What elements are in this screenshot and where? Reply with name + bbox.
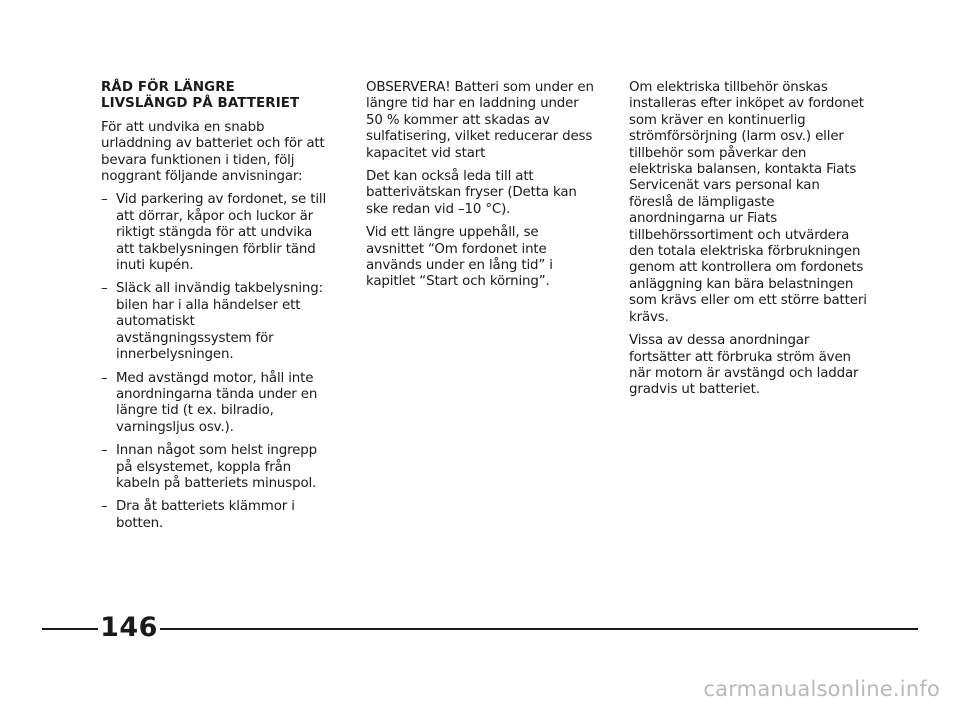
list-item xyxy=(101,281,333,363)
list-item-text: Vid parkering av fordonet, se till att dörrar, kåpor och luckor är riktigt stängda för att undvika att takbelysningen förblir tänd inuti kupén. xyxy=(116,192,327,274)
dash-bullet: – xyxy=(101,499,108,515)
column-right xyxy=(629,80,867,406)
warning-paragraph: OBSERVERA! Batteri som under en längre tid har en laddning under 50 % kommer att skadas av sulfatisering, vilket reducerar dess kapacitet vid start xyxy=(366,80,594,161)
consumption-paragraph: Vissa av dessa anordningar fortsätter att förbruka ström även när motorn är avstängd och laddar gradvis ut batteriet. xyxy=(629,333,859,398)
dash-bullet: – xyxy=(101,443,108,459)
list-item xyxy=(101,443,333,492)
list-item-text: Dra åt batteriets klämmor i botten. xyxy=(116,499,295,531)
list-item-text: Med avstängd motor, håll inte anordningarna tända under en längre tid (t ex. bilradio, varningsljus osv.). xyxy=(116,370,318,435)
reference-paragraph: Vid ett längre uppehåll, se avsnittet “Om fordonet inte används under en lång tid” i kapitlet “Start och körning”. xyxy=(366,225,553,290)
section-heading xyxy=(101,80,333,113)
list-item xyxy=(101,499,333,532)
section-heading-line-1: RÅD FÖR LÄNGRE xyxy=(101,80,235,95)
watermark-text: carmanualsonline.info xyxy=(703,677,940,701)
footer-rule-right xyxy=(160,628,918,630)
section-heading-line-2: LIVSLÄNGD PÅ BATTERIET xyxy=(101,96,300,112)
footer-rule-left xyxy=(42,628,98,630)
intro-paragraph: För att undvika en snabb urladdning av batteriet och för att bevara funktionen i tiden, följ noggrant följande anvisningar: xyxy=(101,119,325,185)
list-item-text: Släck all invändig takbelysning: bilen har i alla händelser ett automatiskt avstängningssystem för innerbelysningen. xyxy=(116,281,323,363)
list-item-text: Innan något som helst ingrepp på elsystemet, koppla från kabeln på batteriets minuspol. xyxy=(116,443,317,491)
dash-bullet: – xyxy=(101,370,108,386)
instruction-list xyxy=(101,192,333,532)
dash-bullet: – xyxy=(101,192,108,208)
column-left xyxy=(101,80,333,539)
list-item xyxy=(101,192,333,274)
list-item xyxy=(101,371,333,437)
freeze-paragraph: Det kan också leda till att batterivätskan fryser (Detta kan ske redan vid –10 °C). xyxy=(366,169,577,217)
dash-bullet: – xyxy=(101,281,108,297)
column-middle xyxy=(366,80,598,298)
page-number: 146 xyxy=(100,612,158,643)
accessories-paragraph: Om elektriska tillbehör önskas installeras efter inköpet av fordonet som kräver en kontinuerlig strömförsörjning (larm osv.) eller tillbehör som påverkar den elektriska balansen, kontakta Fiats Servicenät vars personal kan föreslå de lämpligaste anordningarna ur Fiats tillbehörssortiment och utvärdera den totala elektriska förbrukningen genom att kontrollera om fordonets anläggning kan bära belastningen som krävs eller om ett större batteri krävs. xyxy=(629,80,867,325)
